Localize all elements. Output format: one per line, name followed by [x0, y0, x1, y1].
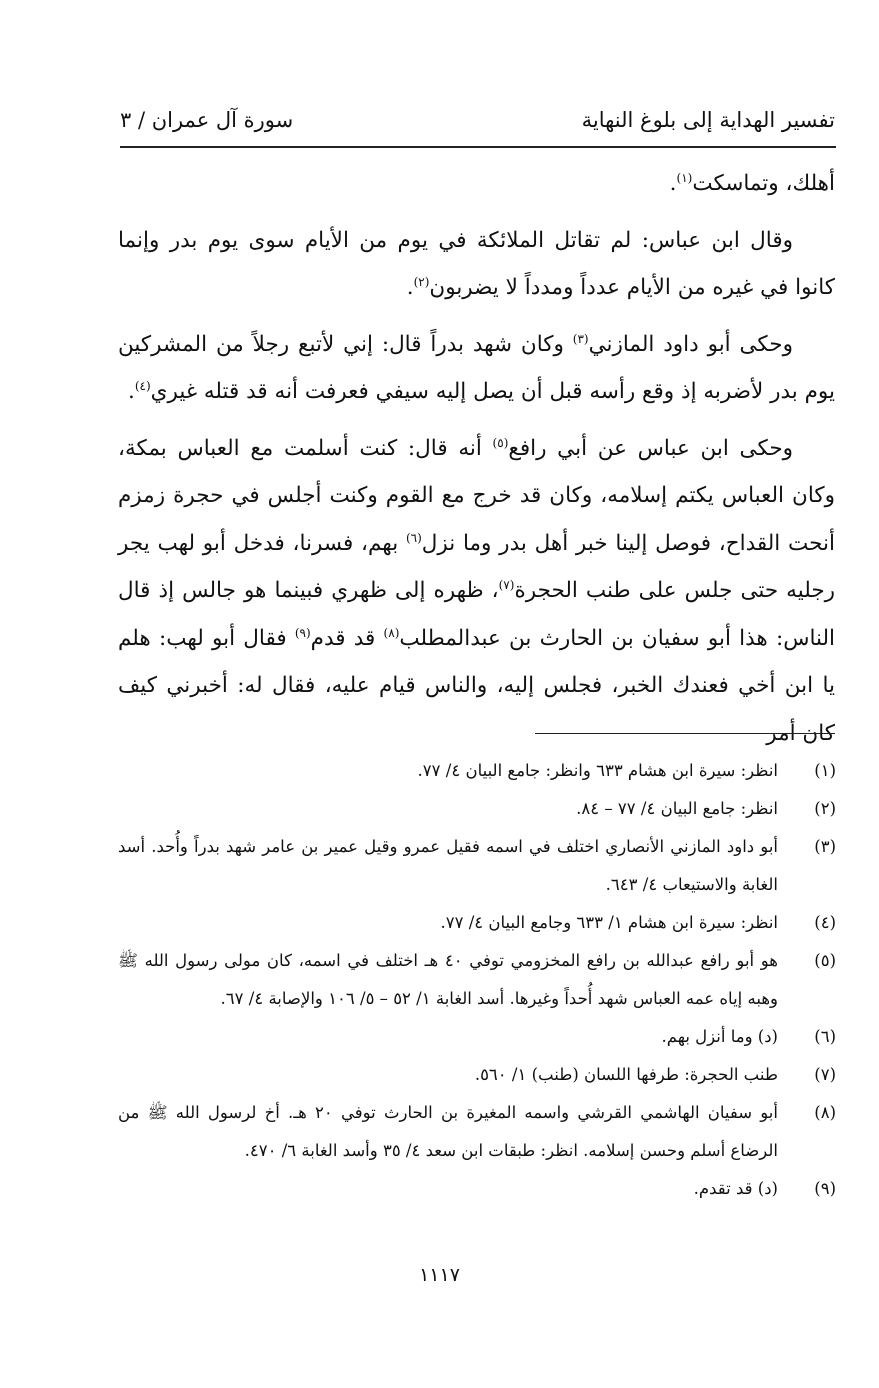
paragraph-3: وحكى أبو داود المازني$^{(٣)}$ وكان شهد بدراً قال: إني لأتبع رجلاً من المشركين يوم بدر لأضربه إذ وقع رأسه قبل أن يصل إليه سيفي فعرفت أنه قد قتله غيري$^{(٤)}$.: [118, 331, 835, 404]
header-divider: [120, 146, 836, 148]
footnotes-list: [118, 752, 836, 1208]
footnote-ref-3: (٣): [572, 331, 589, 346]
footnote-ref-1: (١): [676, 170, 693, 185]
footnote-number: (٥): [814, 951, 836, 970]
footnote-text: (د) قد تقدم.: [693, 1179, 778, 1198]
footnote-divider: [535, 733, 835, 734]
footnote-ref-5: (٥): [492, 435, 509, 450]
footnote-item: [118, 790, 836, 828]
paragraph-4: وحكى ابن عباس عن أبي رافع$^{(٥)}$ أنه قال: كنت أسلمت مع العباس بمكة، وكان العباس يكتم إسلامه، وكان قد خرج مع القوم وكنت أجلس في حجرة زمزم أنحت القداح، فوصل إلينا خبر أهل بدر وما نزل$^{(٦)}$ بهم، فسرنا، فدخل أبو لهب يجر رجليه حتى جلس على طنب الحجرة$^{(٧)}$، ظهره إلى ظهري فبينما هو جالس إذ قال الناس: هذا أبو سفيان بن الحارث بن عبدالمطلب$^{(٨)}$ قد قدم$^{(٩)}$ فقال أبو لهب: هلم يا ابن أخي فعندك الخبر، فجلس إليه، والناس قيام عليه، فقال له: أخبرني كيف كان أمر: [118, 435, 836, 746]
footnote-number: (١): [814, 761, 836, 780]
footnote-ref-2: (٢): [413, 274, 430, 289]
footnote-item: [118, 942, 836, 1018]
surah-title: سورة آل عمران / ٣: [120, 108, 294, 132]
footnote-text: أبو سفيان الهاشمي القرشي واسمه المغيرة بن الحارث توفي ٢٠ هـ. أخ لرسول الله ﷺ من الرضاع أسلم وحسن إسلامه. انظر: طبقات ابن سعد ٤/ ٣٥ وأسد الغابة ٦/ ٤٧٠.: [118, 1103, 778, 1160]
footnote-ref-6: (٦): [405, 530, 422, 545]
footnote-item: [118, 1170, 836, 1208]
footnote-item: [118, 828, 836, 904]
footnote-text: (د) وما أنزل بهم.: [661, 1027, 778, 1046]
footnote-item: [118, 752, 836, 790]
footnote-text: أبو داود المازني الأنصاري اختلف في اسمه فقيل عمرو وقيل عمير بن عامر شهد بدراً وأُحد. أسد الغابة والاستيعاب ٤/ ٦٤٣.: [118, 837, 778, 894]
footnote-number: (٦): [814, 1027, 836, 1046]
footnote-item: [118, 1094, 836, 1170]
footnote-text: انظر: سيرة ابن هشام ١/ ٦٣٣ وجامع البيان ٤/ ٧٧.: [440, 913, 778, 932]
footnote-number: (٣): [814, 837, 836, 856]
footnote-item: [118, 1056, 836, 1094]
footnote-item: [118, 1018, 836, 1056]
footnote-item: [118, 904, 836, 942]
paragraph-1: أهلك، وتماسكت$^{(١)}$.: [669, 170, 835, 196]
footnote-ref-7: (٧): [498, 577, 515, 592]
footnote-number: (٨): [814, 1103, 836, 1122]
paragraph-2: وقال ابن عباس: لم تقاتل الملائكة في يوم من الأيام سوى يوم بدر وإنما كانوا في غيره من الأيام عدداً ومدداً لا يضربون$^{(٢)}$.: [118, 227, 835, 300]
footnote-ref-9: (٩): [294, 625, 311, 640]
footnote-ref-8: (٨): [383, 625, 400, 640]
footnote-ref-4: (٤): [134, 378, 151, 393]
footnote-number: (٧): [814, 1065, 836, 1084]
footnote-number: (٤): [814, 913, 836, 932]
footnote-text: هو أبو رافع عبدالله بن رافع المخزومي توفي ٤٠ هـ اختلف في اسمه، كان مولى رسول الله ﷺ وهبه إياه عمه العباس شهد أُحداً وغيرها. أسد الغابة ١/ ٥٢ – ٥/ ١٠٦ والإصابة ٤/ ٦٧.: [118, 951, 779, 1008]
running-header: [120, 100, 835, 140]
page-number: ١١١٧: [419, 1264, 460, 1286]
footnote-text: انظر: جامع البيان ٤/ ٧٧ – ٨٤.: [576, 799, 778, 818]
footnote-text: انظر: سيرة ابن هشام ٦٣٣ وانظر: جامع البيان ٤/ ٧٧.: [417, 761, 778, 780]
book-title: تفسير الهداية إلى بلوغ النهاية: [581, 108, 835, 132]
main-text: [118, 160, 835, 766]
footnote-number: (٩): [814, 1179, 836, 1198]
footnote-number: (٢): [814, 799, 836, 818]
footnote-text: طنب الحجرة: طرفها اللسان (طنب) ١/ ٥٦٠.: [474, 1065, 778, 1084]
